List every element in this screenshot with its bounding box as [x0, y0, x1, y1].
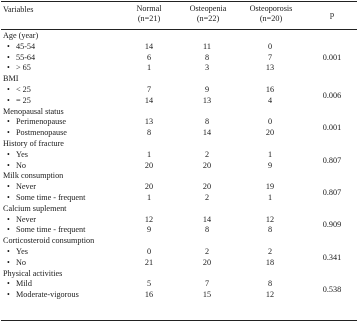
cell-osteoporosis: 13: [265, 63, 275, 73]
row-label: Some time - frequent: [16, 193, 86, 202]
bullet-icon: •: [7, 63, 10, 73]
group-header-row: [0, 171, 359, 182]
table-row: [0, 96, 359, 107]
group-header-row: [0, 74, 359, 85]
group-header-row: [0, 236, 359, 247]
p-value: 0.909: [322, 220, 342, 230]
row-label: Moderate-vigorous: [16, 290, 79, 300]
cell-osteoporosis: 12: [265, 290, 275, 300]
bullet-icon: •: [7, 52, 10, 62]
group-label: Milk consumption: [3, 171, 64, 181]
bullet-icon: •: [7, 95, 10, 105]
header-osteopenia-n: (n=22): [196, 14, 220, 23]
group-label: Age (year): [3, 31, 39, 40]
cell-normal: 13: [144, 117, 154, 127]
cell-osteopenia: 20: [202, 182, 212, 192]
table-row: [0, 128, 359, 139]
p-value: 0.807: [322, 188, 342, 197]
table-row: [0, 247, 359, 258]
bullet-icon: •: [7, 182, 10, 192]
cell-osteoporosis: 2: [267, 247, 273, 256]
cell-osteoporosis: 12: [265, 214, 275, 224]
row-label: < 25: [16, 85, 31, 94]
table-row: [0, 182, 359, 193]
bullet-icon: •: [7, 117, 10, 127]
row-label: > 65: [16, 63, 31, 73]
group-header-row: [0, 204, 359, 215]
cell-osteoporosis: 1: [267, 193, 273, 202]
cell-osteopenia: 8: [204, 117, 210, 127]
cell-osteoporosis: 0: [267, 41, 273, 51]
table-row: [0, 150, 359, 161]
group-label: Corticosteroid consumption: [3, 236, 95, 246]
group-label: Physical activities: [3, 268, 63, 278]
row-label: = 25: [16, 95, 31, 105]
bullet-icon: •: [7, 160, 10, 170]
header-rule: [1, 29, 357, 30]
cell-osteopenia: 11: [203, 41, 211, 51]
cell-normal: 21: [144, 257, 154, 267]
cell-osteopenia: 20: [202, 160, 212, 170]
group-label: History of fracture: [3, 139, 64, 148]
cell-osteopenia: 2: [204, 193, 210, 202]
header-p: p: [329, 10, 335, 19]
header-osteoporosis: [238, 4, 304, 24]
table-row: [0, 42, 359, 53]
row-label: 55-64: [16, 52, 36, 62]
bullet-icon: •: [7, 279, 10, 289]
cell-normal: 6: [146, 52, 152, 62]
header-osteoporosis-n: (n=20): [259, 14, 283, 23]
cell-osteoporosis: 8: [267, 225, 273, 235]
row-label: No: [16, 160, 27, 170]
cell-normal: 5: [146, 279, 152, 289]
table-row: [0, 258, 359, 269]
cell-osteopenia: 15: [202, 290, 212, 300]
table-row: [0, 161, 359, 172]
row-label: Yes: [16, 149, 28, 159]
cell-normal: 20: [144, 160, 154, 170]
cell-osteopenia: 2: [204, 149, 210, 159]
bullet-icon: •: [7, 128, 10, 138]
row-label: Never: [16, 182, 37, 192]
cell-normal: 0: [146, 247, 152, 256]
row-label: Yes: [16, 247, 28, 256]
row-label: No: [16, 257, 27, 267]
table-row: [0, 53, 359, 64]
group-label: Menopausal status: [3, 106, 64, 116]
header-osteopenia-title: Osteopenia: [189, 4, 227, 13]
cell-normal: 1: [146, 149, 152, 159]
header-osteoporosis-title: Osteoporosis: [249, 4, 293, 13]
cell-normal: 8: [146, 128, 152, 138]
p-value: 0.807: [322, 155, 342, 165]
cell-normal: 1: [146, 193, 152, 202]
header-osteopenia: [180, 4, 236, 24]
header-normal-title: Normal: [136, 4, 162, 13]
p-value: 0.001: [322, 123, 342, 133]
row-label: Some time - frequent: [16, 225, 86, 235]
cell-osteopenia: 2: [204, 247, 210, 256]
p-value: 0.538: [322, 285, 342, 295]
group-header-row: [0, 139, 359, 150]
row-label: Mild: [16, 279, 32, 289]
row-label: Never: [16, 214, 37, 224]
table-top-rule: [1, 1, 357, 2]
cell-normal: 1: [146, 63, 152, 73]
cell-osteoporosis: 19: [265, 182, 275, 192]
table-row: [0, 279, 359, 290]
cell-osteopenia: 8: [204, 52, 210, 62]
cell-osteopenia: 14: [202, 128, 212, 138]
bullet-icon: •: [7, 85, 10, 94]
table-row: [0, 290, 359, 301]
bullet-icon: •: [7, 247, 10, 256]
bullet-icon: •: [7, 149, 10, 159]
cell-normal: 14: [144, 95, 154, 105]
cell-normal: 12: [144, 214, 154, 224]
p-value: 0.341: [322, 252, 342, 262]
header-variables: Variables: [3, 5, 34, 14]
cell-osteopenia: 13: [202, 95, 212, 105]
cell-osteoporosis: 4: [267, 95, 273, 105]
cell-osteopenia: 20: [202, 257, 212, 267]
group-header-row: [0, 269, 359, 280]
table-row: [0, 63, 359, 74]
cell-osteopenia: 14: [202, 214, 212, 224]
table-row: [0, 225, 359, 236]
cell-osteopenia: 7: [204, 279, 210, 289]
cell-osteoporosis: 0: [267, 117, 273, 127]
group-label: BMI: [3, 74, 19, 84]
cell-osteoporosis: 18: [265, 257, 275, 267]
cell-osteoporosis: 8: [267, 279, 273, 289]
cell-osteoporosis: 16: [265, 85, 275, 94]
row-label: 45-54: [16, 41, 36, 51]
table-bottom-rule: [1, 320, 357, 321]
p-value: 0.006: [322, 90, 342, 100]
header-normal: [124, 4, 174, 24]
table-row: [0, 193, 359, 204]
cell-osteoporosis: 1: [267, 149, 273, 159]
cell-osteopenia: 9: [204, 85, 210, 94]
table-row: [0, 117, 359, 128]
cell-normal: 7: [146, 85, 152, 94]
cell-normal: 9: [146, 225, 152, 235]
cell-normal: 16: [144, 290, 154, 300]
row-label: Perimenopause: [16, 117, 67, 127]
cell-osteopenia: 3: [204, 63, 210, 73]
bullet-icon: •: [7, 193, 10, 202]
cell-osteoporosis: 20: [265, 128, 275, 138]
cell-osteopenia: 8: [204, 225, 210, 235]
bullet-icon: •: [7, 41, 10, 51]
bullet-icon: •: [7, 290, 10, 300]
table-row: [0, 215, 359, 226]
group-header-row: [0, 31, 359, 42]
p-value: 0.001: [322, 53, 342, 62]
table-row: [0, 85, 359, 96]
bullet-icon: •: [7, 214, 10, 224]
cell-normal: 14: [144, 41, 154, 51]
cell-osteoporosis: 9: [267, 160, 273, 170]
cell-normal: 20: [144, 182, 154, 192]
bullet-icon: •: [7, 257, 10, 267]
group-label: Calcium suplement: [3, 203, 67, 213]
header-normal-n: (n=21): [137, 14, 161, 23]
cell-osteoporosis: 7: [267, 52, 273, 62]
bullet-icon: •: [7, 225, 10, 235]
row-label: Postmenopause: [16, 128, 67, 138]
group-header-row: [0, 107, 359, 118]
